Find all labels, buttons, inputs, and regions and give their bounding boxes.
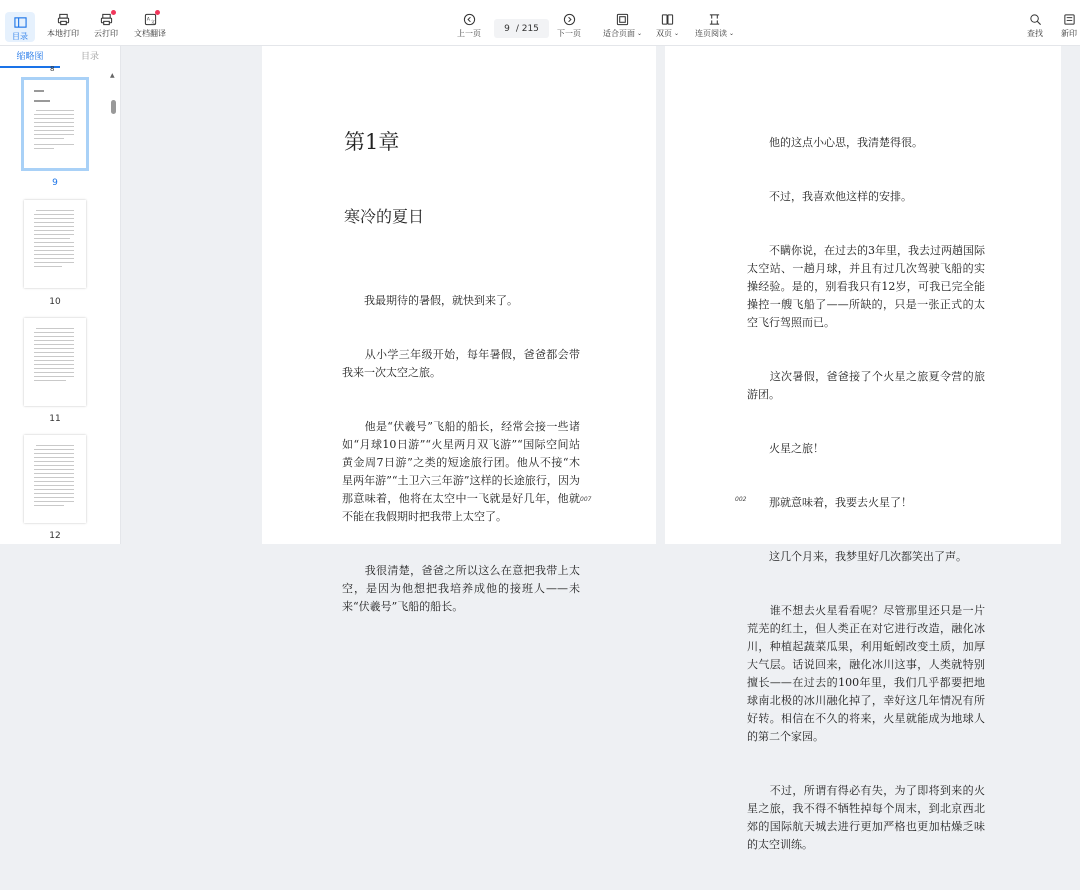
next-page-button[interactable] bbox=[557, 12, 581, 39]
continuous-read-dropdown[interactable] bbox=[695, 12, 734, 39]
sidebar bbox=[0, 46, 121, 544]
paragraph: 不过，所谓有得必有失，为了即将到来的火星之旅，我不得不牺牲掉每个周末，到北京西北郊的国际航天城去进行更加严格也更加枯燥乏味的太空训练。 bbox=[747, 784, 985, 851]
total-pages: / 215 bbox=[515, 23, 539, 34]
page-number: 002 bbox=[735, 496, 747, 503]
prev-page-button[interactable] bbox=[457, 12, 481, 39]
paragraph: 他的这点小心思，我清楚得很。 bbox=[747, 136, 923, 149]
translate-icon bbox=[143, 12, 157, 26]
scroll-up-arrow-icon[interactable]: ▲ bbox=[110, 72, 115, 79]
svg-text:文: 文 bbox=[150, 20, 155, 26]
svg-text:A: A bbox=[146, 16, 150, 22]
current-page[interactable]: 9 bbox=[504, 23, 510, 34]
doc-translate-label: 文档翻译 bbox=[134, 29, 166, 38]
notification-dot bbox=[111, 10, 116, 15]
paragraph: 这次暑假，爸爸接了个火星之旅夏令营的旅游团。 bbox=[747, 370, 985, 401]
scrollbar-thumb[interactable] bbox=[111, 100, 116, 114]
thumbnail-page-12[interactable] bbox=[24, 435, 86, 523]
thumbnail-page-10[interactable] bbox=[24, 200, 86, 288]
thumbnail-page-11[interactable] bbox=[24, 318, 86, 406]
toc-button[interactable] bbox=[5, 12, 35, 42]
new-print-button[interactable] bbox=[1061, 12, 1077, 39]
chapter-title: 第1章 bbox=[344, 130, 400, 154]
thumbnail-number: 10 bbox=[49, 297, 61, 307]
thumbnail-number: 11 bbox=[49, 414, 61, 424]
local-print-button[interactable] bbox=[47, 12, 79, 39]
page-indicator[interactable] bbox=[494, 19, 549, 38]
printer-icon bbox=[56, 12, 70, 26]
continuous-read-icon bbox=[708, 12, 722, 26]
paragraph: 我最期待的暑假，就快到来了。 bbox=[342, 294, 518, 307]
page-body-text bbox=[747, 98, 985, 890]
chevron-down-icon: ⌄ bbox=[729, 30, 735, 37]
thumbnail-number: 8 bbox=[50, 65, 55, 73]
fit-page-label: 适合页面 bbox=[603, 29, 635, 38]
continuous-read-label: 连页阅读 bbox=[695, 29, 727, 38]
local-print-label: 本地打印 bbox=[47, 29, 79, 38]
cloud-print-label: 云打印 bbox=[94, 29, 118, 38]
toc-label: 目录 bbox=[12, 32, 28, 41]
tab-toc[interactable]: 目录 bbox=[80, 52, 99, 62]
paragraph: 不过，我喜欢他这样的安排。 bbox=[747, 190, 912, 203]
fit-page-icon bbox=[616, 12, 630, 26]
thumbnail-page-9[interactable] bbox=[24, 80, 86, 168]
tab-thumbnails[interactable]: 缩略图 bbox=[0, 46, 60, 68]
doc-translate-button[interactable] bbox=[134, 12, 166, 39]
document-page-left bbox=[262, 46, 656, 613]
sidebar-tabs bbox=[0, 46, 121, 68]
thumbnail-number: 12 bbox=[49, 531, 61, 541]
chevron-down-icon: ⌄ bbox=[674, 30, 680, 37]
document-page-right bbox=[665, 46, 1061, 851]
double-page-label: 双页 bbox=[656, 29, 672, 38]
paragraph: 火星之旅！ bbox=[747, 442, 824, 455]
find-button[interactable] bbox=[1027, 12, 1043, 39]
next-page-label: 下一页 bbox=[557, 29, 581, 38]
chevron-down-icon: ⌄ bbox=[637, 30, 643, 37]
notification-dot bbox=[155, 10, 160, 15]
thumbnail-list bbox=[0, 65, 121, 544]
paragraph: 那就意味着，我要去火星了！ bbox=[747, 496, 912, 509]
paragraph: 谁不想去火星看看呢？尽管那里还只是一片荒芜的红土，但人类正在对它进行改造，融化冰川，种植起蔬菜瓜果，利用蚯蚓改变土质，加厚大气层。话说回来，融化冰川这事，人类就特别擅长——在过去的100年里，我们几乎都要把地球南北极的冰川融化掉了，幸好这几年情况有所好转。相信在不久的将来，火星就能成为地球人的第二个家园。 bbox=[747, 604, 985, 743]
arrow-left-circle-icon bbox=[462, 12, 476, 26]
new-print-label: 新印 bbox=[1061, 29, 1077, 38]
section-title: 寒冷的夏日 bbox=[344, 207, 425, 226]
new-print-icon bbox=[1062, 12, 1076, 26]
cloud-printer-icon bbox=[99, 12, 113, 26]
sidebar-toggle-icon bbox=[13, 15, 27, 29]
paragraph: 我很清楚，爸爸之所以这么在意把我带上太空，是因为他想把我培养成他的接班人——未来“伏羲号”飞船的船长。 bbox=[342, 564, 580, 613]
paragraph: 不瞒你说，在过去的3年里，我去过两趟国际太空站、一趟月球，并且有过几次驾驶飞船的实操经验。是的，别看我只有12岁，可我已完全能操控一艘飞船了——所缺的，只是一张正式的太空飞行驾照而已。 bbox=[747, 244, 985, 329]
thumbnail-number: 9 bbox=[52, 178, 58, 188]
paragraph: 从小学三年级开始，每年暑假，爸爸都会带我来一次太空之旅。 bbox=[342, 348, 580, 379]
toolbar bbox=[0, 0, 1080, 46]
search-icon bbox=[1028, 12, 1042, 26]
viewer-margin bbox=[1061, 46, 1080, 544]
arrow-right-circle-icon bbox=[562, 12, 576, 26]
double-page-dropdown[interactable] bbox=[656, 12, 679, 39]
prev-page-label: 上一页 bbox=[457, 29, 481, 38]
fit-page-dropdown[interactable] bbox=[603, 12, 642, 39]
paragraph: 这几个月来，我梦里好几次都笑出了声。 bbox=[747, 550, 967, 563]
sidebar-scrollbar[interactable] bbox=[110, 72, 117, 542]
cloud-print-button[interactable] bbox=[94, 12, 118, 39]
paragraph: 他是“伏羲号”飞船的船长，经常会接一些诸如“月球10日游”“火星两月双飞游”“国际空间站黄金周7日游”之类的短途旅行团。他从不接“木星两年游”“土卫六三年游”这样的长途旅行，因为那意味着，他将在太空中一飞就是好几年，他就不能在我假期时把我带上太空了。 bbox=[342, 420, 580, 523]
find-label: 查找 bbox=[1027, 29, 1043, 38]
double-page-icon bbox=[661, 12, 675, 26]
page-number: 007 bbox=[580, 496, 592, 503]
page-body-text bbox=[342, 256, 580, 652]
